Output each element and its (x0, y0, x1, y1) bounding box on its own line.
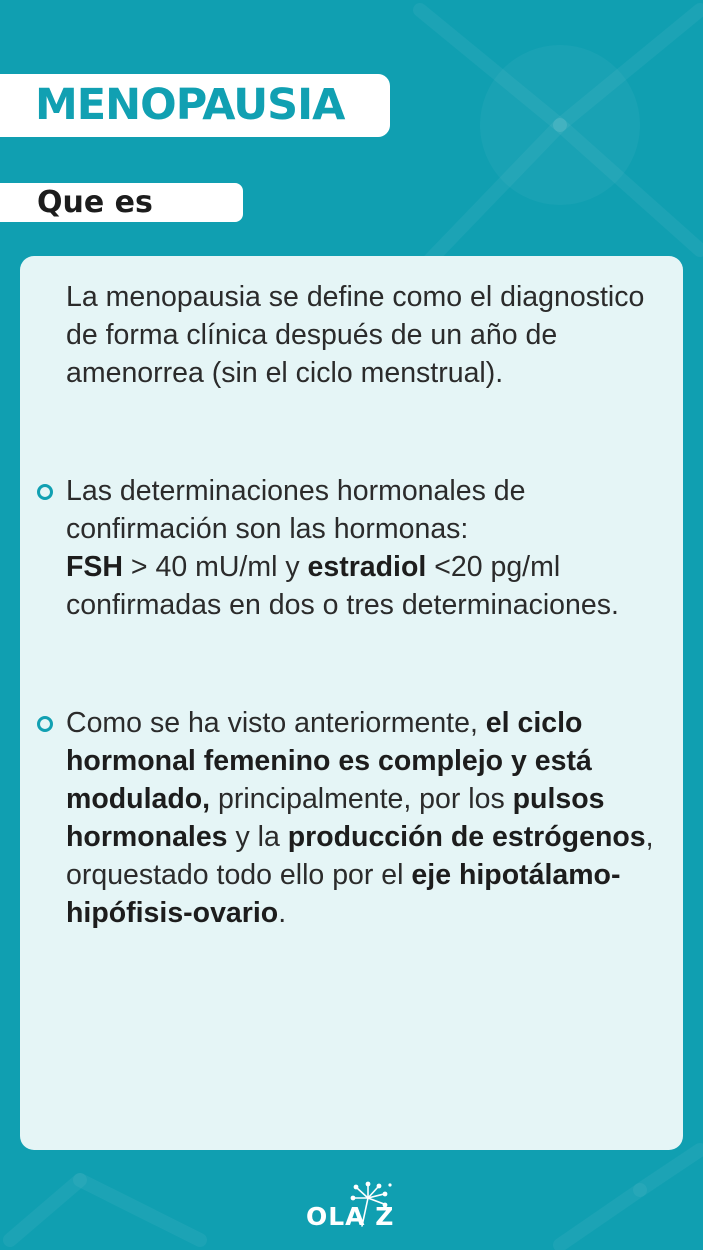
title-banner (0, 74, 390, 137)
cycle-text-3: y la (227, 821, 288, 853)
cycle-text-2: principalmente, por los (210, 783, 513, 815)
bullet-ring-icon (37, 716, 53, 732)
section-subtitle: Que es (37, 184, 153, 220)
brand-name: OLA Z (306, 1202, 395, 1231)
fsh-value-text: > 40 mU/ml y (123, 551, 308, 583)
estradiol-value-text: <20 pg/ml confirmadas en dos o tres determinaciones. (66, 551, 619, 621)
definition-paragraph: La menopausia se define como el diagnostico de forma clínica después de un año de amenorrea (sin el ciclo menstrual). (66, 281, 645, 389)
hormone-intro-text: Las determinaciones hormonales de confirmación son las hormonas: (66, 475, 526, 545)
content-card (20, 256, 683, 1150)
subtitle-banner (0, 183, 243, 222)
cycle-text-4: , orquestado todo ello por el (66, 821, 654, 891)
cycle-text-1: Como se ha visto anteriormente, (66, 707, 486, 739)
cycle-bold-4: eje hipotálamo-hipófisis-ovario (66, 859, 621, 929)
cycle-bold-3: producción de estrógenos (287, 821, 646, 853)
brand-logo (300, 1180, 404, 1236)
hormone-paragraph (66, 472, 666, 624)
cycle-bold-1: el ciclo hormonal femenino es complejo y está modulado, (66, 707, 592, 815)
fsh-label: FSH (66, 551, 123, 583)
page-title: MENOPAUSIA (35, 80, 345, 130)
estradiol-label: estradiol (307, 551, 427, 583)
cycle-text-5: . (278, 897, 287, 929)
cycle-bold-2: pulsos hormonales (66, 783, 605, 853)
bullet-ring-icon (37, 484, 53, 500)
cycle-paragraph (66, 704, 666, 932)
